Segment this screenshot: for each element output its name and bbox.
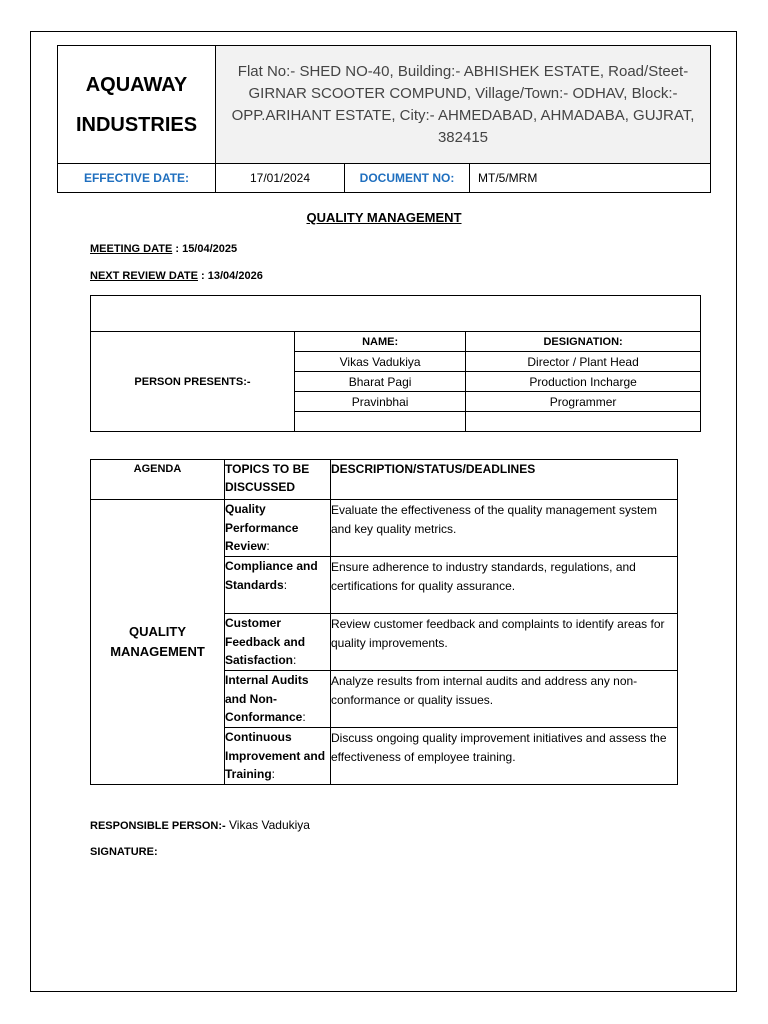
- person-name: [295, 412, 466, 432]
- next-review-value: : 13/04/2026: [197, 270, 263, 282]
- document-no-label: DOCUMENT NO:: [345, 164, 470, 193]
- agenda-header: AGENDA: [91, 460, 225, 500]
- topic-cell: Compliance and Standards:: [225, 557, 331, 614]
- topic-cell: Internal Audits and Non-Conformance:: [225, 671, 331, 728]
- effective-date-label: EFFECTIVE DATE:: [58, 164, 216, 193]
- agenda-section-line1: QUALITY: [128, 624, 187, 639]
- meeting-date-value: : 15/04/2025: [172, 243, 238, 255]
- persons-table: [90, 295, 701, 432]
- document-header: [57, 45, 711, 193]
- description-cell: Ensure adherence to industry standards, regulations, and certifications for quality assurance.: [331, 557, 678, 614]
- person-designation: Production Incharge: [466, 372, 701, 392]
- meeting-date: [90, 243, 237, 255]
- blank-row: [91, 296, 701, 332]
- person-designation: [466, 412, 701, 432]
- topic-cell: Quality Performance Review:: [225, 500, 331, 557]
- person-name: Bharat Pagi: [295, 372, 466, 392]
- effective-date-value: 17/01/2024: [216, 164, 345, 193]
- topic-text: Customer Feedback and Satisfaction: [225, 616, 306, 667]
- topic-text: Compliance and Standards: [225, 559, 318, 592]
- company-name-line2: INDUSTRIES: [75, 113, 198, 136]
- agenda-table: [90, 459, 678, 785]
- person-name: Pravinbhai: [295, 392, 466, 412]
- next-review-date: [90, 270, 263, 282]
- next-review-label: NEXT REVIEW DATE: [90, 270, 198, 282]
- agenda-section: [91, 500, 225, 785]
- company-name-line1: AQUAWAY: [85, 73, 188, 96]
- agenda-section-line2: MANAGEMENT: [110, 644, 205, 659]
- meeting-date-label: MEETING DATE: [90, 243, 173, 255]
- topics-header: TOPICS TO BE DISCUSSED: [225, 460, 331, 500]
- person-designation: Director / Plant Head: [466, 352, 701, 372]
- description-cell: Analyze results from internal audits and address any non-conformance or quality issues.: [331, 671, 678, 728]
- description-header: DESCRIPTION/STATUS/DEADLINES: [331, 460, 678, 500]
- company-name: [58, 46, 216, 164]
- description-cell: Discuss ongoing quality improvement initiatives and assess the effectiveness of employee training.: [331, 728, 678, 785]
- person-name: Vikas Vadukiya: [295, 352, 466, 372]
- topic-text: Internal Audits and Non-Conformance: [225, 673, 309, 724]
- description-cell: Review customer feedback and complaints to identify areas for quality improvements.: [331, 614, 678, 671]
- company-address: Flat No:- SHED NO-40, Building:- ABHISHEK ESTATE, Road/Steet- GIRNAR SCOOTER COMPUND, Village/Town:- ODHAV, Block:- OPP.ARIHANT ESTATE, City:- AHMEDABAD, AHMADABA, GUJRAT, 382415: [216, 46, 711, 164]
- description-cell: Evaluate the effectiveness of the quality management system and key quality metrics.: [331, 500, 678, 557]
- table-row: [91, 500, 678, 557]
- responsible-label: RESPONSIBLE PERSON:-: [90, 820, 226, 832]
- responsible-person: [90, 818, 310, 832]
- page-title: QUALITY MANAGEMENT: [306, 210, 462, 225]
- topic-cell: Customer Feedback and Satisfaction:: [225, 614, 331, 671]
- person-presents-label: PERSON PRESENTS:-: [91, 332, 295, 432]
- designation-header: DESIGNATION:: [466, 332, 701, 352]
- signature-label: SIGNATURE:: [90, 846, 158, 858]
- topic-cell: Continuous Improvement and Training:: [225, 728, 331, 785]
- responsible-name: Vikas Vadukiya: [225, 818, 310, 832]
- topic-text: Continuous Improvement and Training: [225, 730, 326, 781]
- name-header: NAME:: [295, 332, 466, 352]
- person-designation: Programmer: [466, 392, 701, 412]
- topic-text: Quality Performance Review: [225, 502, 299, 553]
- document-no-value: MT/5/MRM: [470, 164, 711, 193]
